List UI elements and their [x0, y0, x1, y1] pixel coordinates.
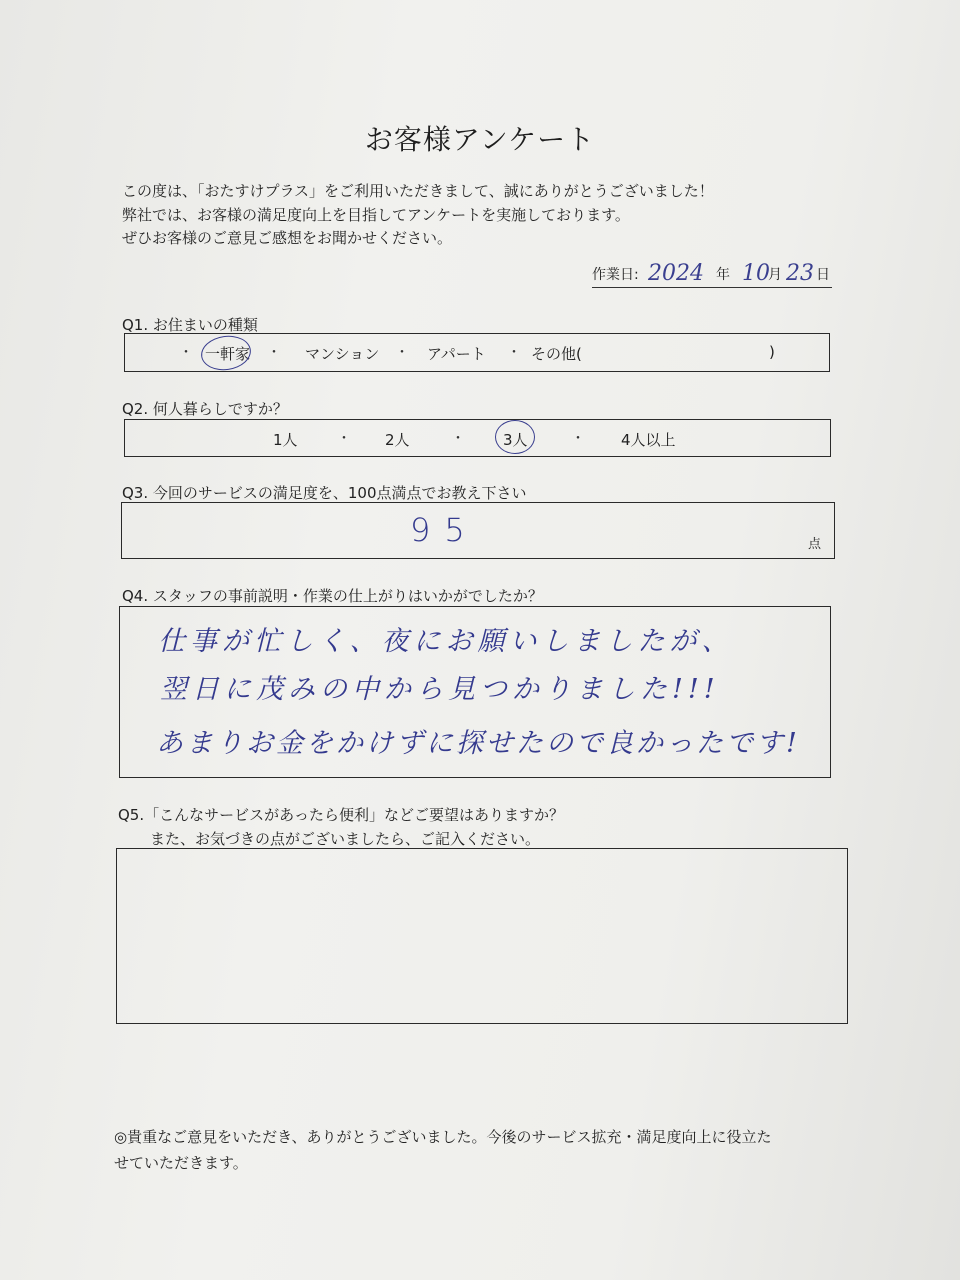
date-day: 23	[786, 261, 814, 286]
q4-answer-line-2: 翌日に茂みの中から見つかりました!!!	[160, 674, 720, 705]
q3-unit: 点	[808, 537, 822, 552]
footer-line-2: せていただきます。	[114, 1154, 248, 1172]
separator-dot: ・	[179, 345, 193, 361]
q1-answer-box	[124, 333, 830, 372]
separator-dot: ・	[451, 431, 465, 447]
date-month-unit: 月	[768, 267, 782, 283]
q2-option-3[interactable]: 3人	[503, 431, 528, 449]
date-year-unit: 年	[716, 267, 730, 283]
q2-option-4[interactable]: 4人以上	[621, 431, 676, 449]
intro-line-3: ぜひお客様のご意見ご感想をお聞かせください。	[122, 229, 453, 247]
separator-dot: ・	[337, 431, 351, 447]
q1-option-other[interactable]: その他(	[531, 345, 582, 363]
separator-dot: ・	[507, 345, 521, 361]
date-label: 作業日:	[592, 267, 639, 283]
q1-other-close: )	[769, 343, 775, 361]
q2-option-2[interactable]: 2人	[385, 431, 410, 449]
page-title: お客様アンケート	[364, 123, 596, 156]
q5-question-line-1: Q5.「こんなサービスがあったら便利」などご要望はありますか？	[118, 806, 564, 824]
q4-answer-line-3: あまりお金をかけずに探せたので良かったです!	[156, 728, 800, 759]
q4-answer-line-1: 仕事が忙しく、夜にお願いしましたが、	[158, 626, 734, 657]
q3-score: 95	[410, 511, 479, 549]
q1-option-mansion[interactable]: マンション	[305, 345, 380, 363]
separator-dot: ・	[267, 345, 281, 361]
q3-question: Q3. 今回のサービスの満足度を、100点満点でお教え下さい	[122, 484, 527, 502]
q4-question: Q4. スタッフの事前説明・作業の仕上がりはいかがでしたか？	[122, 587, 543, 605]
q5-answer-box[interactable]	[116, 848, 848, 1024]
separator-dot: ・	[571, 431, 585, 447]
q5-question-line-2: また、お気づきの点がございましたら、ご記入ください。	[150, 830, 541, 848]
separator-dot: ・	[395, 345, 409, 361]
q3-answer-box	[121, 502, 835, 559]
intro-line-1: この度は、「おたすけプラス」をご利用いただきまして、誠にありがとうございました！	[122, 182, 714, 200]
q1-selected-circle	[199, 333, 253, 374]
q2-answer-box	[124, 419, 831, 457]
q1-option-house[interactable]: 一軒家	[205, 345, 251, 363]
q2-selected-circle	[495, 420, 535, 454]
q1-question: Q1. お住まいの種類	[122, 316, 258, 334]
intro-line-2: 弊社では、お客様の満足度向上を目指してアンケートを実施しております。	[122, 206, 630, 224]
footer-line-1: ◎貴重なご意見をいただき、ありがとうございました。今後のサービス拡充・満足度向上に役立た	[114, 1128, 772, 1146]
date-underline	[592, 287, 832, 288]
date-month: 10	[742, 261, 770, 286]
q1-option-apartment[interactable]: アパート	[427, 345, 486, 363]
q2-option-1[interactable]: 1人	[273, 431, 298, 449]
q2-question: Q2. 何人暮らしですか？	[122, 400, 288, 418]
date-year: 2024	[648, 261, 704, 286]
date-day-unit: 日	[816, 267, 830, 283]
work-date	[592, 258, 832, 286]
q4-answer-box	[119, 606, 831, 778]
